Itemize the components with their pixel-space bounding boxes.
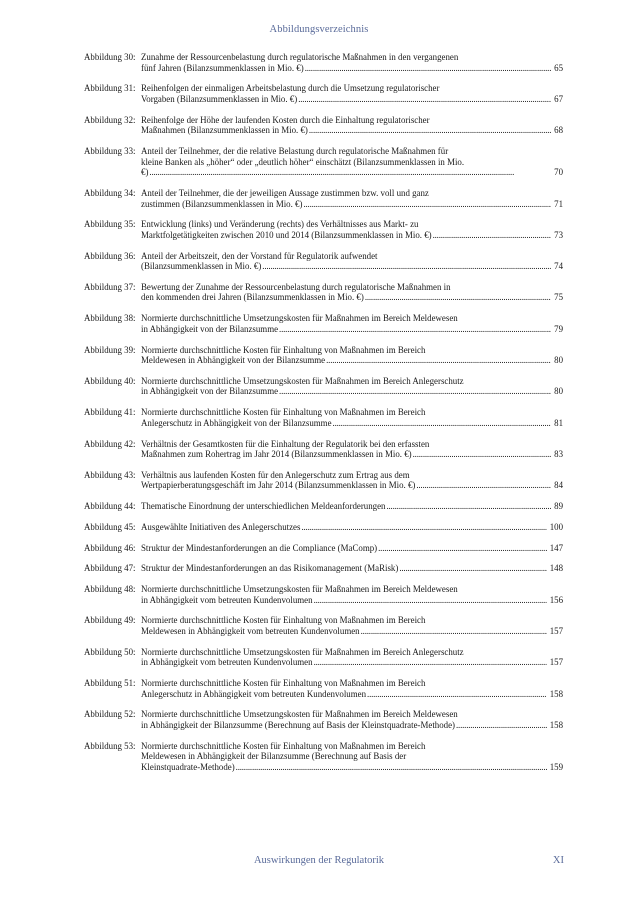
caption-line-text: zustimmen (Bilanzsummenklassen in Mio. €) [141, 198, 303, 209]
page-reference: 80 [554, 355, 563, 366]
page-reference: 157 [549, 657, 563, 668]
figure-entry [84, 376, 563, 397]
caption-line: Zunahme der Ressourcenbelastung durch regulatorische Maßnahmen in den vergangenen [141, 52, 459, 62]
caption-line-text: €) [141, 167, 149, 178]
figure-label: Abbildung 44: [84, 501, 136, 512]
caption-line [141, 657, 563, 668]
dot-leader [301, 522, 546, 533]
figure-caption [141, 251, 563, 272]
figure-caption [141, 282, 563, 303]
caption-line [141, 595, 563, 606]
caption-line [141, 720, 563, 731]
caption-line-text: Thematische Einordnung der unterschiedlichen Meldeanforderungen [141, 501, 386, 512]
figure-caption [141, 741, 563, 773]
figure-caption [141, 678, 563, 699]
figure-caption [141, 647, 563, 668]
caption-line [141, 199, 563, 210]
caption-line: Normierte durchschnittliche Kosten für Einhaltung von Maßnahmen im Bereich [141, 678, 426, 689]
figure-caption [141, 543, 563, 554]
caption-line [141, 125, 563, 136]
caption-line: Verhältnis der Gesamtkosten für die Einhaltung der Regulatorik bei den erfassten [141, 438, 430, 449]
dot-leader [326, 355, 551, 366]
caption-line [141, 230, 563, 241]
footer-page-number: XI [552, 855, 564, 866]
figure-entry [84, 146, 563, 178]
page-reference: 79 [554, 323, 563, 334]
caption-line: Normierte durchschnittliche Kosten für Einhaltung von Maßnahmen im Bereich [141, 740, 426, 751]
caption-line-text: Wertpapierberatungsgeschäft im Jahr 2014 (Bilanzsummenklassen in Mio. €) [141, 480, 416, 491]
caption-line-text: in Abhängigkeit von der Bilanzsumme [141, 323, 279, 334]
caption-line: Normierte durchschnittliche Umsetzungskosten für Maßnahmen im Bereich Meldewesen [141, 313, 458, 324]
page-reference: 68 [554, 125, 563, 136]
figure-entry [84, 563, 563, 574]
caption-line: kleine Banken als „höher“ oder „deutlich höher“ einschätzt (Bilanzsummenklassen in Mio. [141, 156, 465, 167]
dot-leader [416, 480, 551, 491]
dot-leader [303, 199, 551, 210]
figure-entry [84, 282, 563, 303]
caption-line [141, 543, 563, 554]
dot-leader [279, 324, 551, 335]
caption-line-text: Maßnahmen (Bilanzsummenklassen in Mio. €) [141, 125, 308, 136]
caption-line: Bewertung der Zunahme der Ressourcenbelastung durch regulatorische Maßnahmen in [141, 281, 451, 292]
figure-label: Abbildung 52: [84, 709, 136, 720]
dot-leader [413, 449, 551, 460]
dot-leader [314, 657, 547, 668]
figure-label: Abbildung 46: [84, 542, 136, 553]
caption-line-text: Meldewesen in Abhängigkeit vom betreuten Kundenvolumen [141, 626, 360, 637]
caption-line: Anteil der Teilnehmer, die der jeweiligen Aussage zustimmen bzw. voll und ganz [141, 187, 429, 198]
page-reference: 100 [549, 521, 563, 532]
figure-label: Abbildung 51: [84, 678, 136, 689]
figure-entry [84, 522, 563, 533]
figure-entry [84, 407, 563, 428]
figure-caption [141, 146, 563, 178]
caption-line: Normierte durchschnittliche Umsetzungskosten für Maßnahmen im Bereich Meldewesen [141, 709, 458, 720]
figure-label: Abbildung 53: [84, 740, 136, 751]
dot-leader [262, 261, 551, 272]
figure-list [84, 52, 563, 783]
figure-label: Abbildung 32: [84, 114, 136, 125]
dot-leader [365, 292, 551, 303]
figure-entry [84, 83, 563, 104]
figure-entry [84, 345, 563, 366]
figure-entry [84, 709, 563, 730]
caption-line: Normierte durchschnittliche Kosten für Einhaltung von Maßnahmen im Bereich [141, 344, 426, 355]
figure-caption [141, 522, 563, 533]
caption-line: Anteil der Teilnehmer, der die relative Belastung durch regulatorische Maßnahmen für [141, 145, 449, 156]
dot-leader [309, 125, 551, 136]
figure-entry [84, 678, 563, 699]
figure-label: Abbildung 40: [84, 375, 136, 386]
caption-line [141, 522, 563, 533]
caption-line-text: Anlegerschutz in Abhängigkeit vom betreuten Kundenvolumen [141, 688, 367, 699]
figure-entry [84, 313, 563, 334]
caption-line-text: (Bilanzsummenklassen in Mio. €) [141, 261, 262, 272]
figure-caption [141, 439, 563, 460]
caption-line-text: Vorgaben (Bilanzsummenklassen in Mio. €) [141, 93, 298, 104]
figure-caption [141, 584, 563, 605]
figure-caption [141, 52, 563, 73]
page-reference: 89 [554, 501, 563, 512]
dot-leader [305, 63, 551, 74]
figure-caption [141, 709, 563, 730]
caption-line [141, 501, 563, 512]
caption-line [141, 94, 563, 105]
figure-entry [84, 543, 563, 554]
figure-caption [141, 345, 563, 366]
dot-leader [456, 720, 547, 731]
dot-leader [399, 563, 546, 574]
figure-entry [84, 470, 563, 491]
caption-line [141, 418, 563, 429]
caption-line [141, 324, 563, 335]
figure-label: Abbildung 39: [84, 344, 136, 355]
figure-entry [84, 741, 563, 773]
caption-line [141, 292, 563, 303]
page-reference: 75 [554, 292, 563, 303]
dot-leader [378, 543, 547, 554]
figure-entry [84, 615, 563, 636]
page-reference: 81 [554, 417, 563, 428]
dot-leader [298, 94, 551, 105]
figure-caption [141, 115, 563, 136]
page-reference: 148 [549, 563, 563, 574]
caption-line [141, 63, 563, 74]
page-reference: 70 [554, 167, 563, 178]
page-reference: 156 [549, 594, 563, 605]
dot-leader [333, 418, 552, 429]
page-reference: 147 [549, 542, 563, 553]
caption-line-text: in Abhängigkeit vom betreuten Kundenvolumen [141, 657, 313, 668]
page-reference: 73 [554, 229, 563, 240]
figure-label: Abbildung 34: [84, 187, 136, 198]
caption-line: Normierte durchschnittliche Kosten für Einhaltung von Maßnahmen im Bereich [141, 615, 426, 626]
caption-line [141, 563, 563, 574]
caption-line-text: Ausgewählte Initiativen des Anlegerschutzes [141, 521, 301, 532]
figure-label: Abbildung 36: [84, 250, 136, 261]
caption-line-text: Struktur der Mindestanforderungen an das Risikomanagement (MaRisk) [141, 563, 399, 574]
dot-leader [279, 386, 551, 397]
figure-caption [141, 188, 563, 209]
caption-line: Normierte durchschnittliche Umsetzungskosten für Maßnahmen im Bereich Anlegerschutz [141, 375, 464, 386]
figure-caption [141, 615, 563, 636]
page-reference: 67 [554, 93, 563, 104]
caption-line-text: Struktur der Mindestanforderungen an die Compliance (MaComp) [141, 542, 378, 553]
figure-entry [84, 219, 563, 240]
figure-caption [141, 563, 563, 574]
caption-line-text: Meldewesen in Abhängigkeit von der Bilanzsumme [141, 355, 326, 366]
page-header: Abbildungsverzeichnis [269, 24, 369, 35]
caption-line-text: Marktfolgetätigkeiten zwischen 2010 und 2014 (Bilanzsummenklassen in Mio. €) [141, 229, 432, 240]
figure-label: Abbildung 48: [84, 584, 136, 595]
caption-line-text: Kleinstquadrate-Methode) [141, 761, 235, 772]
caption-line [141, 626, 563, 637]
caption-line-text: Anlegerschutz in Abhängigkeit von der Bilanzsumme [141, 417, 332, 428]
caption-line-text: fünf Jahren (Bilanzsummenklassen in Mio. €) [141, 62, 304, 73]
figure-caption [141, 219, 563, 240]
figure-label: Abbildung 41: [84, 407, 136, 418]
figure-label: Abbildung 31: [84, 83, 136, 94]
figure-label: Abbildung 47: [84, 563, 136, 574]
caption-line: Verhältnis aus laufenden Kosten für den Anlegerschutz zum Ertrag aus dem [141, 469, 410, 480]
dot-leader [236, 762, 547, 773]
caption-line [141, 355, 563, 366]
page-reference: 71 [554, 198, 563, 209]
page-reference: 84 [554, 480, 563, 491]
figure-label: Abbildung 33: [84, 145, 136, 156]
dot-leader [367, 689, 547, 700]
figure-label: Abbildung 49: [84, 615, 136, 626]
page-reference: 158 [549, 688, 563, 699]
figure-label: Abbildung 35: [84, 219, 136, 230]
page-reference: 65 [554, 62, 563, 73]
figure-caption [141, 313, 563, 334]
page-reference: 80 [554, 386, 563, 397]
page-reference: 74 [554, 261, 563, 272]
caption-line-text: in Abhängigkeit der Bilanzsumme (Berechnung auf Basis der Kleinstquadrate-Methode) [141, 720, 455, 731]
caption-line-text: in Abhängigkeit von der Bilanzsumme [141, 386, 279, 397]
caption-line: Normierte durchschnittliche Umsetzungskosten für Maßnahmen im Bereich Meldewesen [141, 584, 458, 595]
caption-line: Meldewesen in Abhängigkeit der Bilanzsumme (Berechnung auf Basis der [141, 751, 407, 762]
figure-entry [84, 501, 563, 512]
caption-line [141, 167, 563, 178]
dot-leader [314, 595, 547, 606]
caption-line: Entwicklung (links) und Veränderung (rechts) des Verhältnisses aus Markt- zu [141, 219, 419, 230]
caption-line [141, 480, 563, 491]
figure-entry [84, 584, 563, 605]
figure-label: Abbildung 42: [84, 438, 136, 449]
figure-entry [84, 439, 563, 460]
page-reference: 158 [549, 720, 563, 731]
caption-line-text: den kommenden drei Jahren (Bilanzsummenklassen in Mio. €) [141, 292, 364, 303]
caption-line [141, 762, 563, 773]
figure-caption [141, 83, 563, 104]
caption-line [141, 261, 563, 272]
figure-label: Abbildung 37: [84, 281, 136, 292]
figure-entry [84, 647, 563, 668]
figure-label: Abbildung 45: [84, 521, 136, 532]
caption-line [141, 386, 563, 397]
figure-caption [141, 376, 563, 397]
caption-line: Reihenfolgen der einmaligen Arbeitsbelastung durch die Umsetzung regulatorischer [141, 83, 440, 94]
caption-line: Anteil der Arbeitszeit, den der Vorstand für Regulatorik aufwendet [141, 250, 378, 261]
figure-caption [141, 470, 563, 491]
figure-label: Abbildung 43: [84, 469, 136, 480]
caption-line-text: Maßnahmen zum Rohertrag im Jahr 2014 (Bilanzsummenklassen in Mio. €) [141, 449, 412, 460]
caption-line: Reihenfolge der Höhe der laufenden Kosten durch die Einhaltung regulatorischer [141, 114, 430, 125]
figure-caption [141, 407, 563, 428]
caption-line [141, 449, 563, 460]
figure-label: Abbildung 38: [84, 313, 136, 324]
caption-line [141, 689, 563, 700]
dot-leader [149, 167, 551, 178]
footer-title: Auswirkungen der Regulatorik [253, 855, 385, 866]
figure-label: Abbildung 50: [84, 646, 136, 657]
dot-leader [361, 626, 547, 637]
page-reference: 83 [554, 449, 563, 460]
dot-leader [433, 230, 552, 241]
figure-entry [84, 251, 563, 272]
caption-line: Normierte durchschnittliche Umsetzungskosten für Maßnahmen im Bereich Anlegerschutz [141, 646, 464, 657]
figure-label: Abbildung 30: [84, 52, 136, 62]
figure-caption [141, 501, 563, 512]
page-reference: 159 [549, 761, 563, 772]
dot-leader [386, 501, 551, 512]
figure-entry [84, 188, 563, 209]
figure-entry [84, 52, 563, 73]
caption-line-text: in Abhängigkeit vom betreuten Kundenvolumen [141, 594, 313, 605]
page-reference: 157 [549, 626, 563, 637]
caption-line: Normierte durchschnittliche Kosten für Einhaltung von Maßnahmen im Bereich [141, 407, 426, 418]
figure-entry [84, 115, 563, 136]
